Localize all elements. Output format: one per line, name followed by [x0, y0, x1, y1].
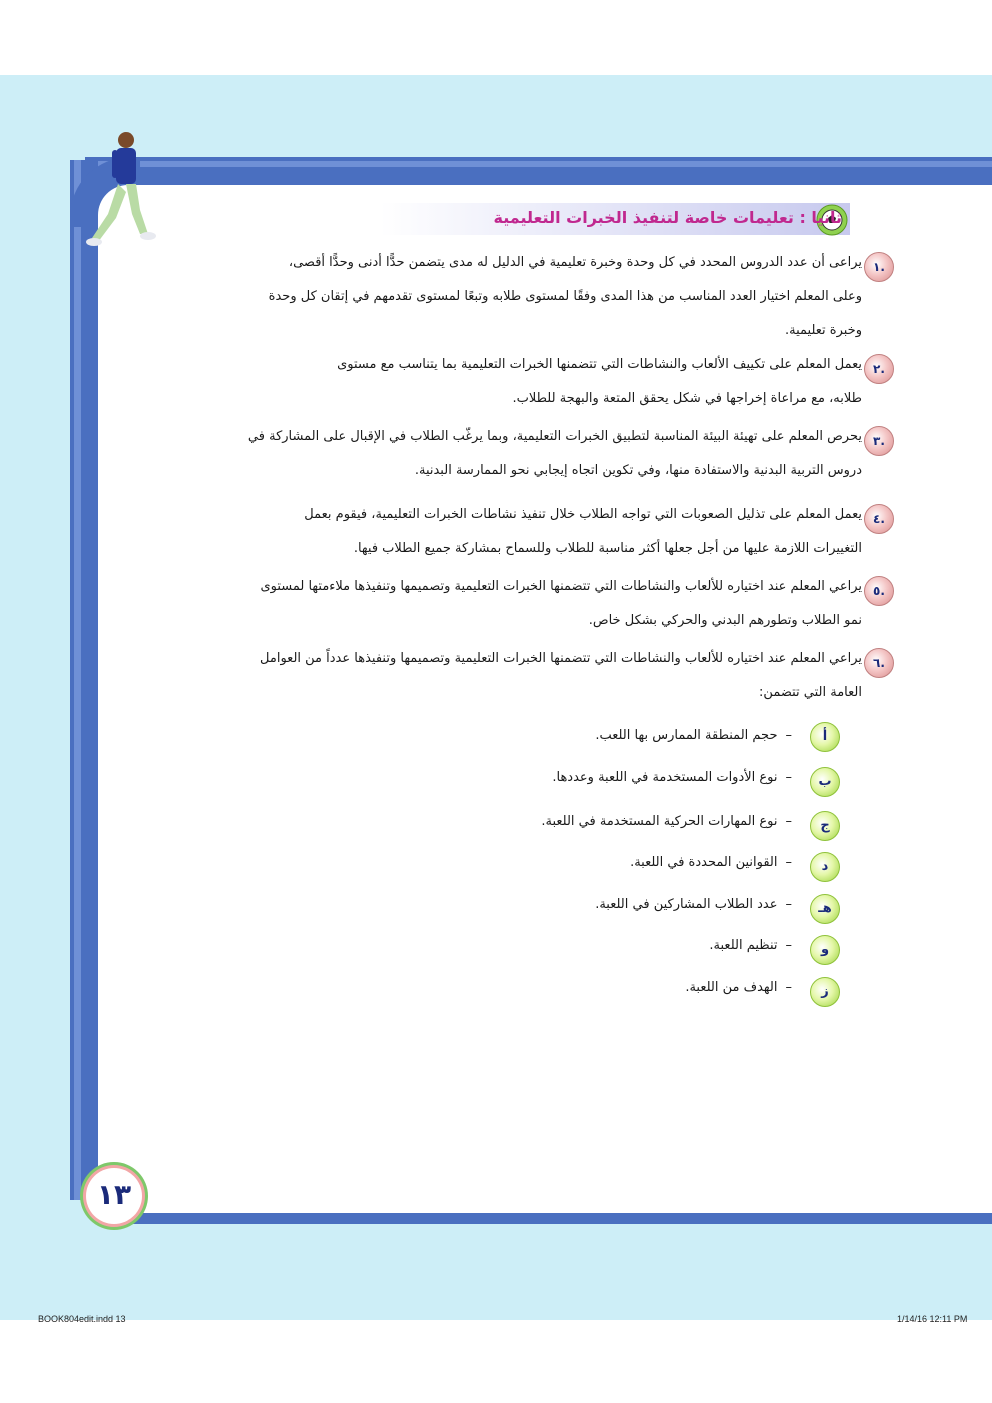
paragraph-4: يعمل المعلم على تذليل الصعوبات التي تواجه الطلاب خلال تنفيذ نشاطات الخبرات التعليمية، فيقوم بعمل التغييرات اللازمة عليها من أجل جعلها أكثر مناسبة للطلاب وللسماح بمشاركة جميع الطلاب فيها. [304, 507, 862, 556]
dash: – [785, 897, 792, 912]
item-number-4: ٤. [864, 504, 894, 534]
paragraph-2: يعمل المعلم على تكييف الألعاب والنشاطات التي تتضمنها الخبرات التعليمية بما يتناسب مع مستوى طلابه، مع مراعاة إخراجها في شكل يحقق المتعة والبهجة للطلاب. [337, 357, 862, 406]
dash: – [785, 938, 792, 953]
item-number-5: ٥. [864, 576, 894, 606]
factor-letter-c: ج [810, 811, 840, 841]
factor-text-d: القوانين المحددة في اللعبة. [630, 855, 778, 870]
factor-item-a [595, 728, 792, 743]
item-number-1: ١. [864, 252, 894, 282]
factor-text-e: عدد الطلاب المشاركين في اللعبة. [595, 897, 778, 912]
paragraph-1: يراعى أن عدد الدروس المحدد في كل وحدة وخبرة تعليمية في الدليل له مدى يتضمن حدًّا أدنى وحدًّا أقصى، وعلى المعلم اختيار العدد المناسب من هذا المدى وفقًا لمستوى طلابه وتبعًا لمستوى تقدمهم في إتقان كل وحدة وخبرة تعليمية. [268, 255, 862, 338]
dash: – [785, 980, 792, 995]
factor-letter-b: ب [810, 767, 840, 797]
factor-letter-a: أ [810, 722, 840, 752]
dash: – [785, 770, 792, 785]
page-number: ١٣ [96, 1178, 132, 1211]
frame-top-highlight [85, 161, 992, 167]
factor-item-g [685, 980, 792, 995]
section-title: ثانيا : تعليمات خاصة لتنفيذ الخبرات التعليمية [493, 208, 842, 227]
factor-item-e [595, 897, 792, 912]
factor-letter-f: و [810, 935, 840, 965]
factor-letter-g: ز [810, 977, 840, 1007]
factor-text-c: نوع المهارات الحركية المستخدمة في اللعبة. [541, 814, 778, 829]
item-number-6: ٦. [864, 648, 894, 678]
factor-letter-e: هـ [810, 894, 840, 924]
walking-boy-illustration [82, 130, 162, 255]
dash: – [785, 728, 792, 743]
factor-text-g: الهدف من اللعبة. [685, 980, 778, 995]
factor-item-d [630, 855, 792, 870]
footer-file-label: BOOK804edit.indd 13 [38, 1314, 126, 1324]
frame-left-highlight [74, 160, 81, 1200]
frame-bottom-band [120, 1212, 992, 1224]
factor-item-b [552, 770, 792, 785]
item-number-2: ٢. [864, 354, 894, 384]
paragraph-5: يراعي المعلم عند اختياره للألعاب والنشاطات التي تتضمنها الخبرات التعليمية وتصميمها وتنفيذها ملاءمتها لمستوى نمو الطلاب وتطورهم البدني والحركي بشكل خاص. [260, 579, 862, 628]
dash: – [785, 814, 792, 829]
factor-item-c [541, 814, 792, 829]
factor-text-f: تنظيم اللعبة. [709, 938, 778, 953]
paragraph-3: يحرص المعلم على تهيئة البيئة المناسبة لتطبيق الخبرات التعليمية، وبما يرغّب الطلاب في الإقبال على المشاركة في دروس التربية البدنية والاستفادة منها، وفي تكوين اتجاه إيجابي نحو الممارسة البدنية. [247, 429, 862, 478]
dash: – [785, 855, 792, 870]
factor-text-a: حجم المنطقة الممارس بها اللعب. [595, 728, 778, 743]
factor-item-f [709, 938, 792, 953]
footer-datetime: 1/14/16 12:11 PM [897, 1314, 968, 1324]
item-number-3: ٣. [864, 426, 894, 456]
factor-letter-d: د [810, 852, 840, 882]
paragraph-6: يراعي المعلم عند اختياره للألعاب والنشاطات التي تتضمنها الخبرات التعليمية وتصميمها وتنفيذها عدداً من العوامل العامة التي تتضمن: [260, 651, 862, 700]
factor-text-b: نوع الأدوات المستخدمة في اللعبة وعددها. [552, 770, 778, 785]
